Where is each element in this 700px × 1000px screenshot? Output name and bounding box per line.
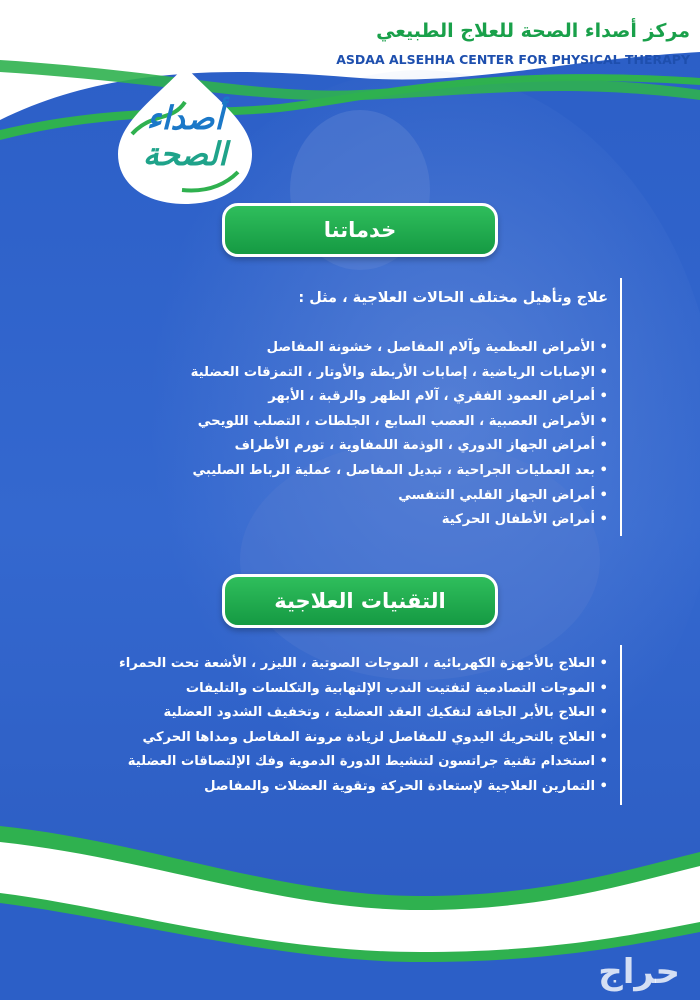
center-logo [112, 62, 258, 208]
list-item: • الموجات التصادمية لتفتيت الندب الإلتهابية والتكلسات والتليفات [119, 677, 608, 702]
services-heading-pill [222, 203, 498, 257]
services-intro: علاج وتأهيل مختلف الحالات العلاجية ، مثل : [298, 290, 608, 306]
techniques-list [119, 652, 608, 800]
logo-line-2: الصحة [142, 135, 228, 173]
techniques-heading-pill [222, 574, 498, 628]
services-divider [620, 278, 622, 536]
watermark: حراج [598, 952, 680, 992]
techniques-heading: التقنيات العلاجية [274, 589, 446, 613]
list-item: • الأمراض العصبية ، العصب السابع ، الجلطات ، التصلب اللويحي [191, 410, 608, 435]
techniques-divider [620, 645, 622, 805]
list-item: • أمراض الجهاز القلبي التنفسي [191, 484, 608, 509]
list-item: • أمراض العمود الفقري ، آلام الظهر والرقبة ، الأبهر [191, 385, 608, 410]
logo-line-1: أصداء [146, 99, 224, 137]
list-item: • استخدام تقنية جراتسون لتنشيط الدورة الدموية وفك الإلتصاقات العضلية [119, 750, 608, 775]
logo-wordmark [112, 100, 258, 172]
list-item: • التمارين العلاجية لإستعادة الحركة وتقوية العضلات والمفاصل [119, 775, 608, 800]
list-item: • الإصابات الرياضية ، إصابات الأربطة والأوتار ، التمزقات العضلية [191, 361, 608, 386]
list-item: • العلاج بالأبر الجافة لتفكيك العقد العضلية ، وتخفيف الشدود العضلية [119, 701, 608, 726]
list-item: • بعد العمليات الجراحية ، تبديل المفاصل ، عملية الرباط الصليبي [191, 459, 608, 484]
list-item: • أمراض الأطفال الحركية [191, 508, 608, 533]
list-item: • أمراض الجهاز الدوري ، الوذمة اللمفاوية ، تورم الأطراف [191, 434, 608, 459]
services-heading: خدماتنا [323, 218, 397, 242]
list-item: • العلاج بالتحريك اليدوي للمفاصل لزيادة مرونة المفاصل ومداها الحركي [119, 726, 608, 751]
center-title-arabic: مركز أصداء الصحة للعلاج الطبيعي [376, 20, 690, 42]
services-list [191, 336, 608, 533]
list-item: • العلاج بالأجهزة الكهربائية ، الموجات الصوتية ، الليزر ، الأشعة تحت الحمراء [119, 652, 608, 677]
list-item: • الأمراض العظمية وآلام المفاصل ، خشونة المفاصل [191, 336, 608, 361]
center-title-english: ASDAA ALSEHHA CENTER FOR PHYSICAL THERAPY [336, 52, 690, 67]
